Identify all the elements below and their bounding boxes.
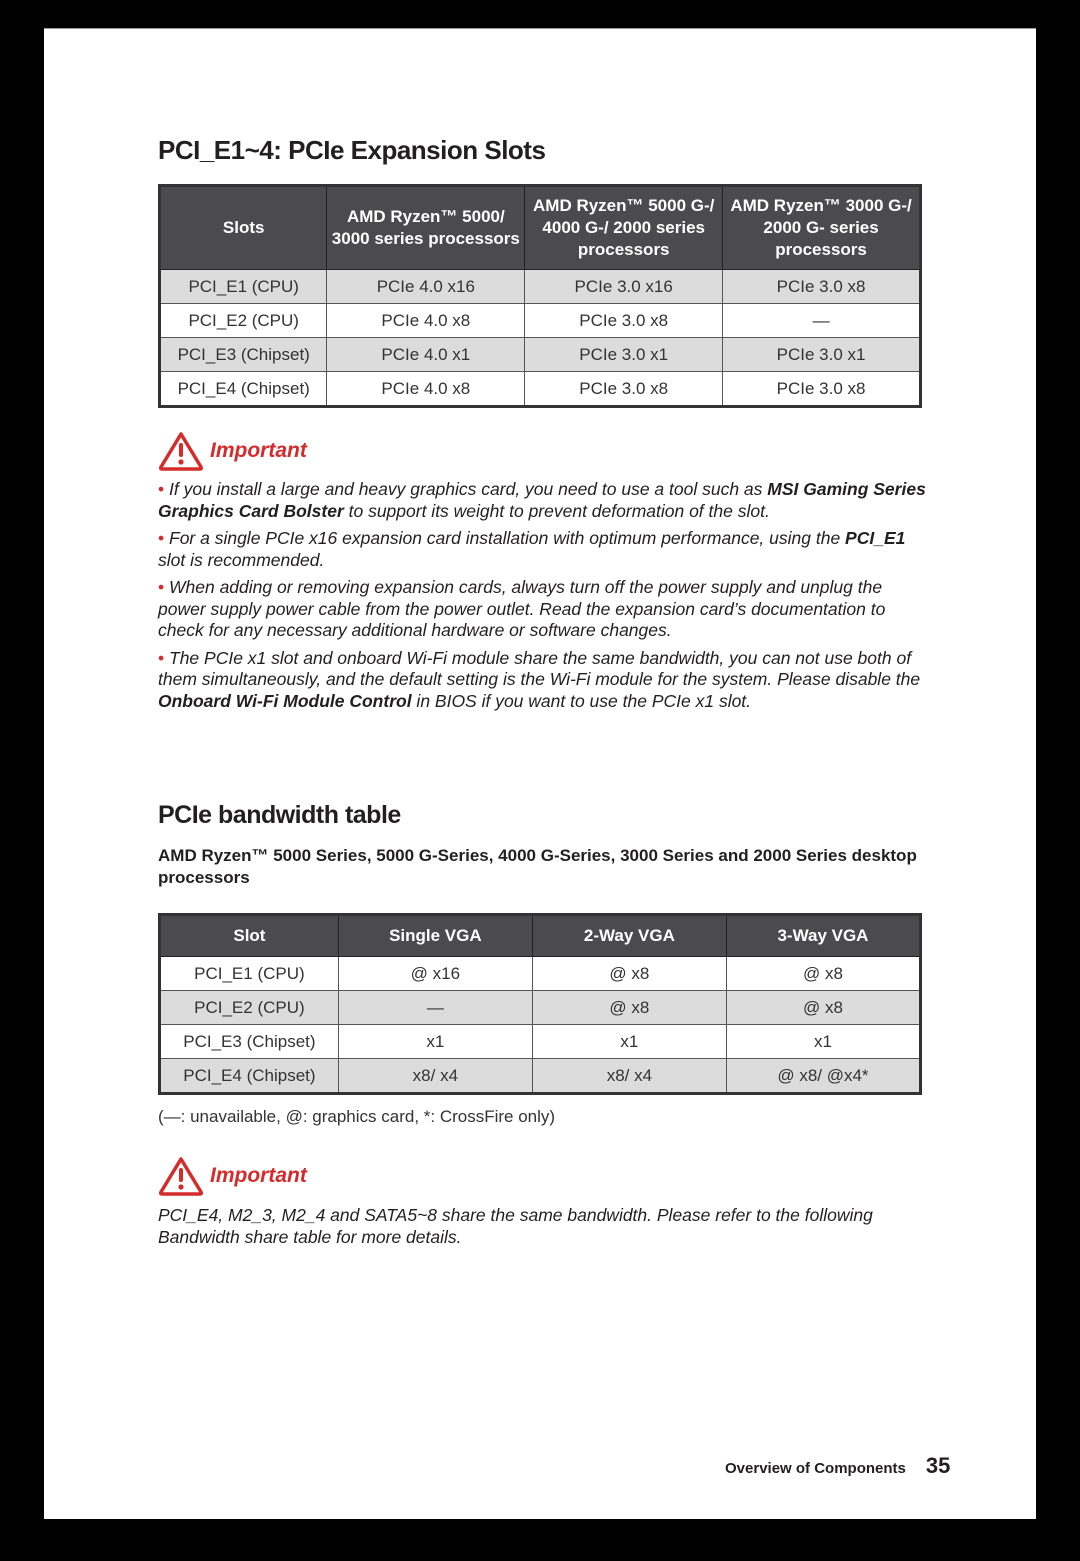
table-cell: @ x8 [726,957,920,991]
note-text: If you install a large and heavy graphics card, you need to use a tool such as [169,479,768,499]
warning-triangle-icon [158,431,204,471]
table-cell: PCIe 3.0 x8 [525,372,723,407]
table-cell: PCIe 4.0 x16 [327,270,525,304]
bullet-icon: • [158,647,169,668]
table-header-row [160,915,921,957]
important-label: Important [210,439,307,462]
table-row [160,991,921,1025]
table-legend: (—: unavailable, @: graphics card, *: CrossFire only) [158,1107,556,1126]
note-item [158,577,928,642]
table-cell: PCI_E2 (CPU) [160,991,339,1025]
table-cell: PCI_E1 (CPU) [160,957,339,991]
note-item [158,479,928,522]
table-cell: PCIe 3.0 x8 [723,372,921,407]
table-cell: PCI_E1 (CPU) [160,270,327,304]
table-cell: @ x8/ @x4* [726,1059,920,1094]
bullet-icon: • [158,577,169,597]
page-number: 35 [925,1453,951,1478]
note-text: to support its weight to prevent deformation of the slot. [343,500,770,521]
note-emphasis: MSI Gaming Series Graphics Card Bolster [158,479,926,521]
table-cell: x1 [338,1025,532,1059]
column-header: Single VGA [338,915,532,957]
important-notes [158,479,928,718]
table-row [160,270,921,304]
table-cell: PCIe 4.0 x1 [327,338,525,372]
section-subtitle: AMD Ryzen™ 5000 Series, 5000 G-Series, 4000 G-Series, 3000 Series and 2000 Series desktop processors [158,846,917,887]
column-header: AMD Ryzen™ 5000 G-/ 4000 G-/ 2000 series processors [525,186,723,270]
note-emphasis: Onboard Wi-Fi Module Control [158,690,412,711]
note-item [158,528,928,571]
table-row [160,1025,921,1059]
table-cell: — [723,304,921,338]
important-note [158,1205,928,1254]
section-title: PCIe bandwidth table [158,801,401,829]
bullet-icon: • [158,528,169,548]
column-header: AMD Ryzen™ 5000/ 3000 series processors [327,186,525,270]
page-footer [725,1453,950,1479]
column-header: AMD Ryzen™ 3000 G-/ 2000 G- series processors [723,186,921,270]
note-text: The PCIe x1 slot and onboard Wi-Fi module share the same bandwidth, you can not use both of them simultaneously, and the default setting is the Wi-Fi module for the system. Please disable the [158,647,921,689]
table-cell: PCIe 4.0 x8 [327,372,525,407]
table-cell: — [338,991,532,1025]
note-text: For a single PCIe x16 expansion card installation with optimum performance, using the [169,528,846,548]
important-heading [158,431,307,471]
manual-page [44,28,1036,1519]
table-cell: x1 [726,1025,920,1059]
table-cell: x8/ x4 [532,1059,726,1094]
table-cell: PCIe 3.0 x1 [525,338,723,372]
table-cell: PCI_E3 (Chipset) [160,1025,339,1059]
table-row [160,372,921,407]
table-cell: PCI_E2 (CPU) [160,304,327,338]
note-text: in BIOS if you want to use the PCIe x1 slot. [411,690,752,711]
section-title: PCI_E1~4: PCIe Expansion Slots [158,135,546,165]
table-cell: PCI_E3 (Chipset) [160,338,327,372]
important-label: Important [210,1164,307,1187]
table-row [160,338,921,372]
table-cell: PCI_E4 (Chipset) [160,372,327,407]
footer-section-name: Overview of Components [725,1460,906,1477]
table-header-row [160,186,921,270]
note-text: When adding or removing expansion cards, always turn off the power supply and unplug the power supply power cable from the power outlet. Read the expansion card’s documentation to check for any necessary additional hardware or software changes. [158,577,886,640]
table-cell: @ x8 [532,957,726,991]
note-text: PCI_E4, M2_3, M2_4 and SATA5~8 share the same bandwidth. Please refer to the following Bandwidth share table for more details. [158,1205,873,1247]
table-cell: PCIe 3.0 x16 [525,270,723,304]
table-cell: PCIe 3.0 x8 [525,304,723,338]
column-header: 3-Way VGA [726,915,920,957]
table-cell: @ x8 [532,991,726,1025]
table-row [160,1059,921,1094]
table-row [160,957,921,991]
note-emphasis: PCI_E1 [845,528,906,548]
expansion-slots-table [158,184,922,408]
column-header: Slot [160,915,339,957]
bullet-icon: • [158,479,169,499]
column-header: 2-Way VGA [532,915,726,957]
table-cell: PCIe 3.0 x8 [723,270,921,304]
table-cell: PCIe 3.0 x1 [723,338,921,372]
important-heading [158,1156,307,1196]
table-cell: x1 [532,1025,726,1059]
table-cell: x8/ x4 [338,1059,532,1094]
table-row [160,304,921,338]
note-text: slot is recommended. [158,549,325,570]
table-cell: @ x16 [338,957,532,991]
warning-triangle-icon [158,1156,204,1196]
column-header: Slots [160,186,327,270]
note-item [158,648,928,713]
table-cell: @ x8 [726,991,920,1025]
bandwidth-table [158,913,922,1095]
table-cell: PCI_E4 (Chipset) [160,1059,339,1094]
table-cell: PCIe 4.0 x8 [327,304,525,338]
